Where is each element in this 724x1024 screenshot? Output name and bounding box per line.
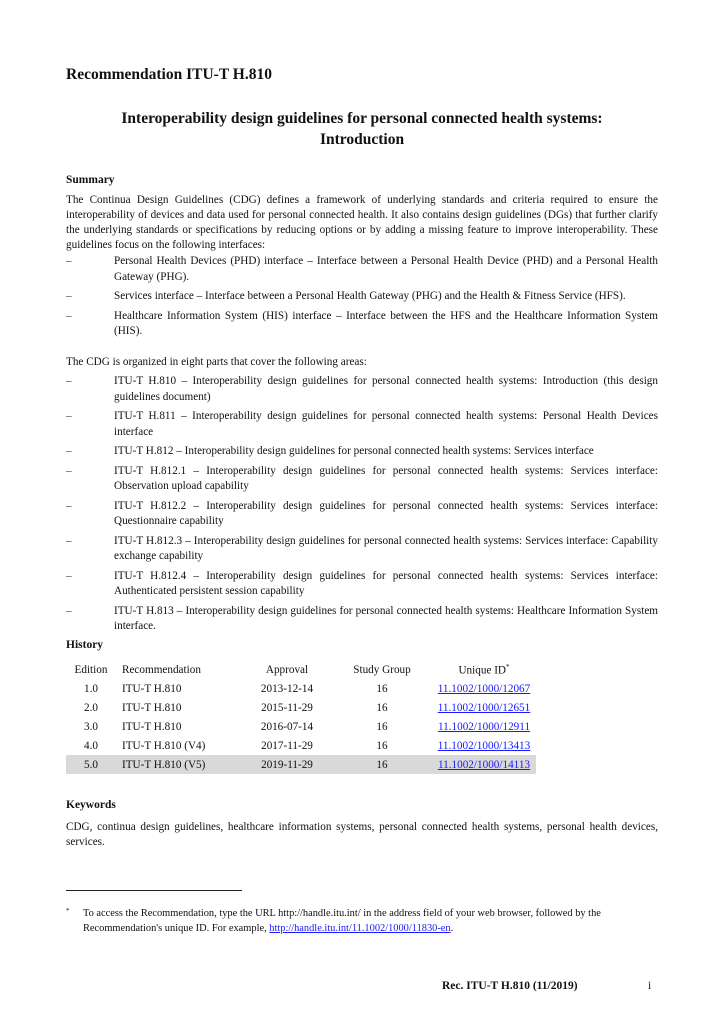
summary-heading: Summary xyxy=(66,174,115,186)
bullet-dash: – xyxy=(66,445,72,457)
bullet-dash: – xyxy=(66,255,72,267)
interface-item xyxy=(66,309,658,340)
history-row xyxy=(66,717,536,736)
document-title xyxy=(66,108,658,150)
part-item-text: ITU-T H.811 – Interoperability design guidelines for personal connected health systems: Personal Health Devices interface xyxy=(114,410,658,438)
history-row xyxy=(66,679,536,698)
recommendation-cell: ITU-T H.810 xyxy=(122,720,182,733)
unique-id-link[interactable]: 11.1002/1000/13413 xyxy=(437,739,531,752)
part-item-text: ITU-T H.812.1 – Interoperability design guidelines for personal connected health systems: Services interface: Observation upload capability xyxy=(114,464,658,492)
bullet-dash: – xyxy=(66,309,72,322)
recommendation-cell: ITU-T H.810 xyxy=(122,701,182,714)
bullet-dash: – xyxy=(66,290,72,302)
bullet-dash: – xyxy=(66,375,72,387)
footnote xyxy=(66,906,658,936)
part-item-text: ITU-T H.813 – Interoperability design guidelines for personal connected health systems: Healthcare Information System interface. xyxy=(114,604,658,632)
part-item xyxy=(66,409,658,440)
interface-item-text: Personal Health Devices (PHD) interface – Interface between a Personal Health Device (PHD) and a Personal Health Gateway (PHG). xyxy=(114,255,658,283)
approval-cell: 2013-12-14 xyxy=(260,682,314,695)
part-item-text: ITU-T H.812.4 – Interoperability design guidelines for personal connected health systems: Services interface: Authenticated persistent session capability xyxy=(114,569,658,597)
interfaces-list xyxy=(66,254,658,344)
part-item-text: ITU-T H.810 – Interoperability design guidelines for personal connected health systems: Introduction (this design guidelines document) xyxy=(114,375,658,403)
recommendation-cell: ITU-T H.810 (V4) xyxy=(122,739,206,752)
history-table xyxy=(66,660,536,774)
bullet-dash: – xyxy=(66,604,72,617)
unique-id-link[interactable]: 11.1002/1000/12651 xyxy=(437,701,531,714)
unique-id-footnote-marker: * xyxy=(506,662,510,671)
col-study-group: Study Group xyxy=(353,663,411,676)
part-item-text: ITU-T H.812.2 – Interoperability design guidelines for personal connected health systems: Services interface: Questionnaire capability xyxy=(114,499,658,527)
footnote-body: To access the Recommendation, type the URL http://handle.itu.int/ in the address field of your web browser, followed by the Recommendation's unique ID. For example, xyxy=(83,908,601,934)
part-item-text: ITU-T H.812 – Interoperability design guidelines for personal connected health systems: Services interface xyxy=(114,445,594,457)
approval-cell: 2016-07-14 xyxy=(260,720,314,733)
part-item xyxy=(66,499,658,530)
footnote-divider xyxy=(66,890,242,891)
part-item-text: ITU-T H.812.3 – Interoperability design guidelines for personal connected health systems: Services interface: Capability exchange capability xyxy=(114,534,658,562)
bullet-dash: – xyxy=(66,410,72,422)
footer-page-number: i xyxy=(648,980,652,992)
footnote-text xyxy=(66,906,658,936)
history-header-row xyxy=(66,660,536,679)
bullet-dash: – xyxy=(66,499,72,512)
edition-cell: 2.0 xyxy=(84,701,98,714)
part-item xyxy=(66,569,658,600)
parts-list xyxy=(66,374,658,639)
history-row xyxy=(66,755,536,774)
keywords-heading: Keywords xyxy=(66,799,116,811)
unique-id-link[interactable]: 11.1002/1000/12911 xyxy=(437,720,531,733)
edition-cell: 5.0 xyxy=(66,755,116,774)
study-group-cell: 16 xyxy=(332,755,432,774)
approval-cell: 2015-11-29 xyxy=(261,701,313,714)
document-title-line-1: Interoperability design guidelines for personal connected health systems: xyxy=(121,110,603,127)
footer-recommendation: Rec. ITU-T H.810 (11/2019) xyxy=(442,980,578,992)
interface-item-text: Services interface – Interface between a Personal Health Gateway (PHG) and the Health & Fitness Service (HFS). xyxy=(114,290,626,302)
col-approval: Approval xyxy=(265,663,309,676)
footnote-end: . xyxy=(450,923,454,934)
recommendation-cell: ITU-T H.810 (V5) xyxy=(116,755,242,774)
unique-id-cell xyxy=(432,717,536,736)
part-item xyxy=(66,604,658,635)
edition-cell: 4.0 xyxy=(84,739,98,752)
history-heading: History xyxy=(66,639,104,651)
study-group-cell: 16 xyxy=(376,701,388,714)
study-group-cell: 16 xyxy=(376,720,388,733)
recommendation-cell: ITU-T H.810 xyxy=(122,682,182,695)
footnote-marker: * xyxy=(66,907,70,915)
interface-item-text: Healthcare Information System (HIS) interface – Interface between the HFS and the Healthcare Information System (HIS). xyxy=(114,309,658,337)
col-recommendation: Recommendation xyxy=(122,663,201,676)
bullet-dash: – xyxy=(66,464,72,477)
col-edition: Edition xyxy=(74,663,108,676)
part-item xyxy=(66,374,658,405)
bullet-dash: – xyxy=(66,534,72,547)
footnote-example-link[interactable]: http://handle.itu.int/11.1002/1000/11830-en xyxy=(269,923,451,934)
study-group-cell: 16 xyxy=(376,739,388,752)
part-item xyxy=(66,444,658,460)
interface-item xyxy=(66,289,658,305)
document-title-line-2: Introduction xyxy=(319,131,405,148)
unique-id-cell xyxy=(432,698,536,717)
unique-id-cell xyxy=(432,755,536,774)
recommendation-title: Recommendation ITU-T H.810 xyxy=(66,66,272,83)
parts-intro: The CDG is organized in eight parts that cover the following areas: xyxy=(66,356,367,368)
study-group-cell: 16 xyxy=(376,682,388,695)
bullet-dash: – xyxy=(66,569,72,582)
edition-cell: 1.0 xyxy=(84,682,98,695)
history-row xyxy=(66,698,536,717)
interface-item xyxy=(66,254,658,285)
unique-id-cell xyxy=(432,679,536,698)
unique-id-link[interactable]: 11.1002/1000/14113 xyxy=(437,758,531,771)
part-item xyxy=(66,534,658,565)
part-item xyxy=(66,464,658,495)
summary-intro: The Continua Design Guidelines (CDG) defines a framework of underlying standards and criteria required to ensure the interoperability of devices and data used for personal connected health. It also contains design guidelines (DGs) that further clarify the underlying standards or specifications by reducing options or by adding a missing feature to improve interoperability. These guidelines focus on the following interfaces: xyxy=(66,194,658,251)
edition-cell: 3.0 xyxy=(84,720,98,733)
col-unique-id xyxy=(432,660,536,679)
unique-id-label: Unique ID xyxy=(458,664,507,677)
history-row xyxy=(66,736,536,755)
unique-id-link[interactable]: 11.1002/1000/12067 xyxy=(437,682,531,695)
keywords-text: CDG, continua design guidelines, healthcare information systems, personal connected health systems, personal health devices, services. xyxy=(66,821,658,848)
approval-cell: 2019-11-29 xyxy=(242,755,332,774)
approval-cell: 2017-11-29 xyxy=(261,739,313,752)
unique-id-cell xyxy=(432,736,536,755)
